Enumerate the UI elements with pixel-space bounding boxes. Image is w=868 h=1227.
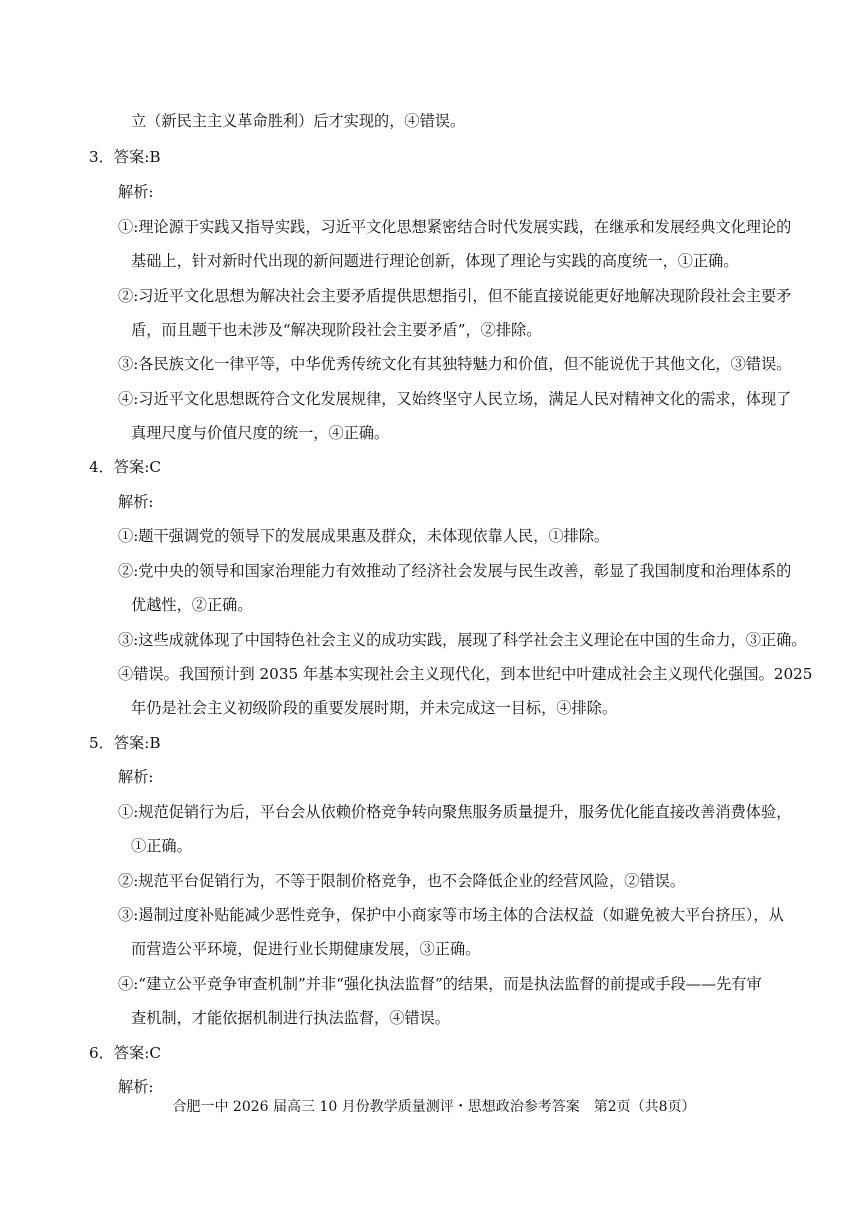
text-line: ①:理论源于实践又指导实践，习近平文化思想紧密结合时代发展实践，在继承和发展经典文化理论的 xyxy=(118,218,792,236)
text-line: ②:习近平文化思想为解决社会主要矛盾提供思想指引，但不能直接说能更好地解决现阶段社会主要矛 xyxy=(118,287,792,305)
analysis-label: 解析: xyxy=(118,183,154,201)
question-heading: 4．答案:C xyxy=(89,458,161,476)
text-line: ①:规范促销行为后，平台会从依赖价格竞争转向聚焦服务质量提升，服务优化能直接改善消费体验， xyxy=(118,803,792,821)
analysis-label: 解析: xyxy=(118,1078,154,1096)
text-line: ③:遏制过度补贴能减少恶性竞争，保护中小商家等市场主体的合法权益（如避免被大平台挤压），从 xyxy=(118,906,784,924)
text-line: ③:各民族文化一律平等，中华优秀传统文化有其独特魅力和价值，但不能说优于其他文化，③错误。 xyxy=(118,355,792,373)
text-line: 盾，而且题干也未涉及“解决现阶段社会主要矛盾”，②排除。 xyxy=(131,321,542,339)
text-line: ④:习近平文化思想既符合文化发展规律，又始终坚守人民立场，满足人民对精神文化的需求，体现了 xyxy=(118,390,792,408)
analysis-label: 解析: xyxy=(118,493,154,511)
text-line: 年仍是社会主义初级阶段的重要发展时期，并未完成这一目标，④排除。 xyxy=(131,699,617,717)
text-line: ④:“建立公平竞争审查机制”并非“强化执法监督”的结果，而是执法监督的前提或手段——先有审 xyxy=(118,975,762,993)
text-line: ②:规范平台促销行为，不等于限制价格竞争，也不会降低企业的经营风险，②错误。 xyxy=(118,872,686,890)
text-line: ③:这些成就体现了中国特色社会主义的成功实践，展现了科学社会主义理论在中国的生命力，③正确。 xyxy=(118,631,807,649)
analysis-label: 解析: xyxy=(118,768,154,786)
text-line: 基础上，针对新时代出现的新问题进行理论创新，体现了理论与实践的高度统一，①正确。 xyxy=(131,252,739,270)
text-line: 优越性，②正确。 xyxy=(131,596,253,614)
page-footer: 合肥一中 2026 届高三 10 月份教学质量测评・思想政治参考答案 第2页（共8页） xyxy=(172,1099,696,1115)
question-heading: 6．答案:C xyxy=(89,1044,161,1062)
text-line: 查机制，才能依据机制进行执法监督，④错误。 xyxy=(131,1009,450,1027)
question-heading: 5．答案:B xyxy=(89,734,161,752)
text-line: ①:题干强调党的领导下的发展成果惠及群众，未体现依靠人民，①排除。 xyxy=(118,527,610,545)
text-line: 而营造公平环境，促进行业长期健康发展，③正确。 xyxy=(131,940,481,958)
text-line: ④错误。我国预计到 2035 年基本实现社会主义现代化，到本世纪中叶建成社会主义现代化强国。2025 xyxy=(118,665,813,683)
text-line: ①正确。 xyxy=(131,837,192,855)
text-line: 立（新民主主义革命胜利）后才实现的，④错误。 xyxy=(131,112,466,130)
text-line: ②:党中央的领导和国家治理能力有效推动了经济社会发展与民生改善，彰显了我国制度和治理体系的 xyxy=(118,562,792,580)
text-line: 真理尺度与价值尺度的统一，④正确。 xyxy=(131,424,390,442)
question-heading: 3．答案:B xyxy=(89,148,161,166)
